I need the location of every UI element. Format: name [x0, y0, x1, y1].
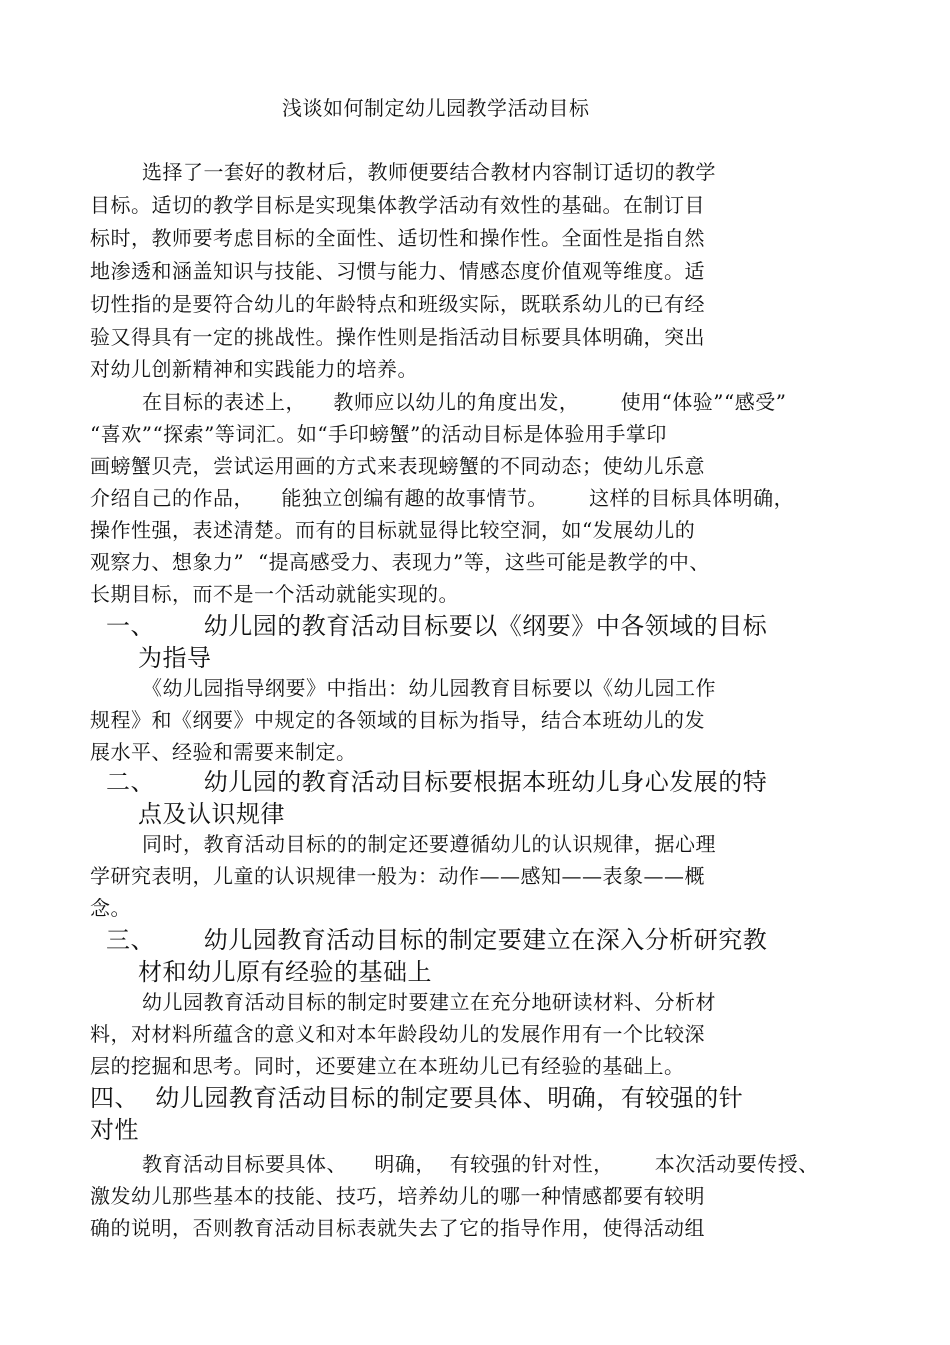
- section-heading: 点及认识规律: [138, 800, 285, 828]
- intro-line: 切性指的是要符合幼儿的年龄特点和班级实际，既联系幼儿的已有经: [90, 292, 705, 316]
- section-body-line: 料，对材料所蕴含的意义和对本年龄段幼儿的发展作用有一个比较深: [90, 1022, 705, 1046]
- intro-line: 标时，教师要考虑目标的全面性、适切性和操作性。全面性是指自然: [90, 226, 705, 250]
- para2-line: 长期目标，而不是一个活动就能实现的。: [90, 582, 459, 606]
- section-body-line: 教育活动目标要具体、 明确， 有较强的针对性， 本次活动要传授、: [142, 1152, 819, 1176]
- section-body-line: 同时，教育活动目标的的制定还要遵循幼儿的认识规律，据心理: [142, 832, 716, 856]
- section-heading: 为指导: [138, 644, 212, 672]
- para2-line: 介绍自己的作品， 能独立创编有趣的故事情节。 这样的目标具体明确，: [90, 486, 795, 510]
- section-body-line: 展水平、经验和需要来制定。: [90, 740, 357, 764]
- para2-line: 画螃蟹贝壳，尝试运用画的方式来表现螃蟹的不同动态；使幼儿乐意: [90, 454, 705, 478]
- section-heading: 三、 幼儿园教育活动目标的制定要建立在深入分析研究教: [106, 926, 768, 954]
- section-body-line: 激发幼儿那些基本的技能、技巧，培养幼儿的哪一种情感都要有较明: [90, 1184, 705, 1208]
- section-body-line: 确的说明，否则教育活动目标表就失去了它的指导作用，使得活动组: [90, 1216, 705, 1240]
- section-heading: 一、 幼儿园的教育活动目标要以《纲要》中各领域的目标: [106, 612, 768, 640]
- intro-line: 验又得具有一定的挑战性。操作性则是指活动目标要具体明确，突出: [90, 325, 705, 349]
- section-body-line: 层的挖掘和思考。同时，还要建立在本班幼儿已有经验的基础上。: [90, 1054, 685, 1078]
- intro-line: 选择了一套好的教材后，教师便要结合教材内容制订适切的教学: [142, 160, 716, 184]
- intro-line: 目标。适切的教学目标是实现集体教学活动有效性的基础。在制订目: [90, 193, 705, 217]
- section-heading: 对性: [90, 1116, 139, 1144]
- section-body-line: 学研究表明，儿童的认识规律一般为：动作——感知——表象——概: [90, 864, 705, 888]
- para2-line: 操作性强，表述清楚。而有的目标就显得比较空洞，如“发展幼儿的: [90, 518, 696, 542]
- page-title: 浅谈如何制定幼儿园教学活动目标: [282, 96, 590, 120]
- section-body-line: 幼儿园教育活动目标的制定时要建立在充分地研读材料、分析材: [142, 990, 716, 1014]
- section-heading: 四、 幼儿园教育活动目标的制定要具体、明确，有较强的针: [90, 1084, 744, 1112]
- intro-line: 对幼儿创新精神和实践能力的培养。: [90, 357, 418, 381]
- para2-line: 在目标的表述上， 教师应以幼儿的角度出发， 使用“体验”“感受”: [142, 390, 787, 414]
- section-heading: 材和幼儿原有经验的基础上: [138, 958, 432, 986]
- section-heading: 二、 幼儿园的教育活动目标要根据本班幼儿身心发展的特: [106, 768, 768, 796]
- section-body-line: 《幼儿园指导纲要》中指出：幼儿园教育目标要以《幼儿园工作: [142, 676, 716, 700]
- section-body-line: 念。: [90, 896, 131, 920]
- intro-line: 地渗透和涵盖知识与技能、习惯与能力、情感态度价值观等维度。适: [90, 259, 705, 283]
- section-body-line: 规程》和《纲要》中规定的各领域的目标为指导，结合本班幼儿的发: [90, 708, 705, 732]
- para2-line: 观察力、想象力” “提高感受力、表现力”等，这些可能是教学的中、: [90, 550, 710, 574]
- para2-line: “喜欢”“探索”等词汇。如“手印螃蟹”的活动目标是体验用手掌印: [90, 422, 667, 446]
